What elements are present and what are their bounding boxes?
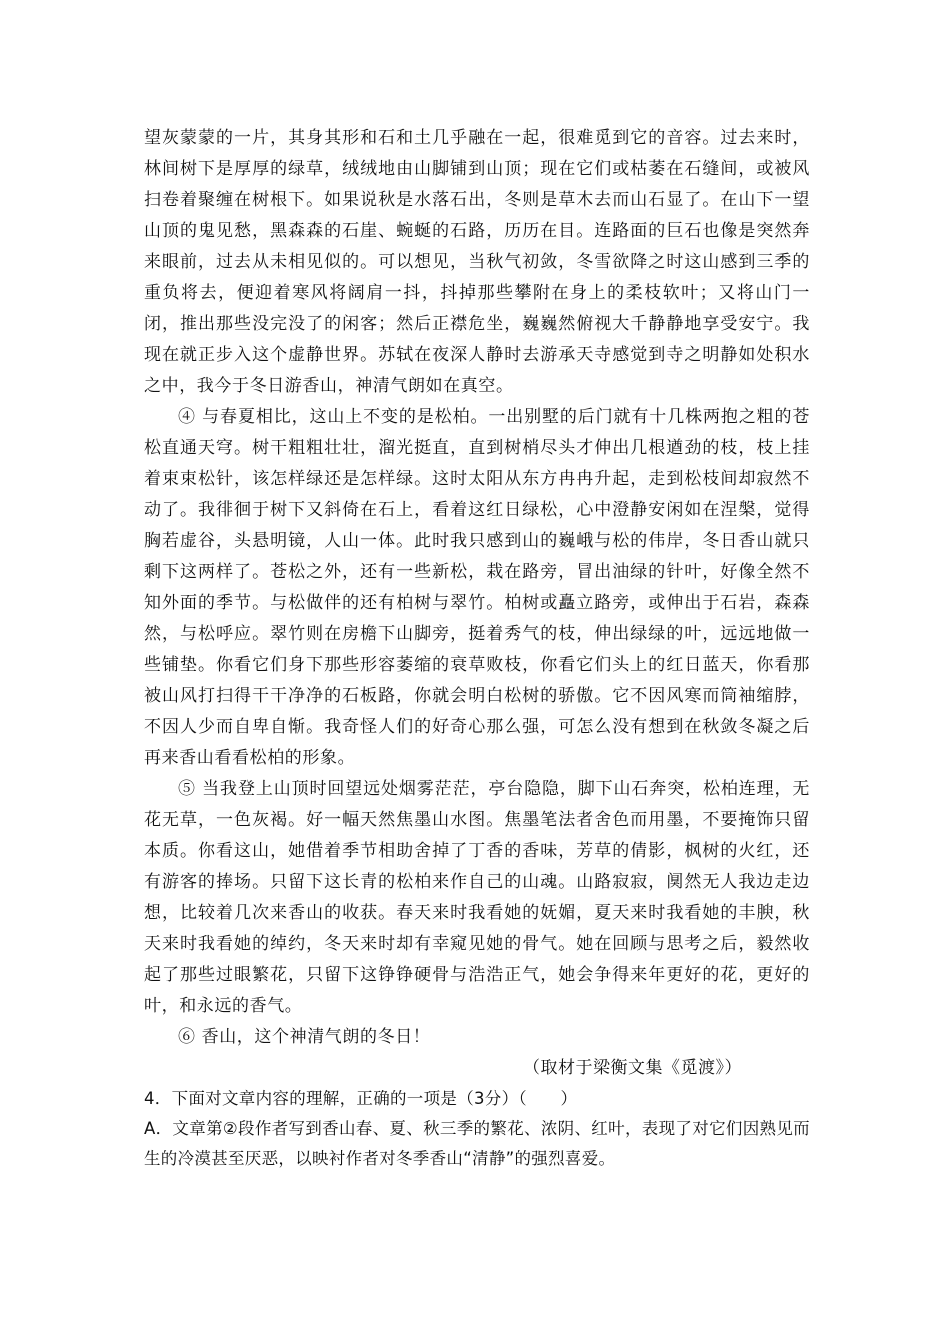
source-citation: （取材于梁衡文集《觅渡》） bbox=[523, 1058, 742, 1078]
paragraph-3-continued: 望灰蒙蒙的一片，其身其形和石和土几乎融在一起，很难觅到它的音容。过去来时，林间树下是厚厚的绿草，绒绒地由山脚铺到山顶；现在它们或枯萎在石缝间，或被风扫卷着聚缠在树根下。如果说秋是水落石出，冬则是草木去而山石显了。在山下一望山顶的鬼见愁，黑森森的石崖、蜿蜒的石路，历历在目。连路面的巨石也像是突然奔来眼前，过去从未相见似的。可以想见，当秋气初敛，冬雪欲降之时这山感到三季的重负将去，便迎着寒风将阔肩一抖，抖掉那些攀附在身上的柔枝软叶；又将山门一闭，推出那些没完没了的闲客；然后正襟危坐，巍巍然俯视大千静静地享受安宁。我现在就正步入这个虚静世界。苏轼在夜深人静时去游承天寺感觉到寺之明静如处积水之中，我今于冬日游香山，神清气朗如在真空。 bbox=[144, 128, 810, 396]
paragraph-6: ⑥ 香山，这个神清气朗的冬日！ bbox=[178, 1027, 431, 1047]
paragraph-5: ⑤ 当我登上山顶时回望远处烟雾茫茫，亭台隐隐，脚下山石奔突，松柏连理，无花无草，一色灰褐。好一幅天然焦墨山水图。焦墨笔法者舍色而用墨，不要掩饰只留本质。你看这山，她借着季节相助舍掉了丁香的香味，芳草的倩影，枫树的火红，还有游客的捧场。只留下这长青的松柏来作自己的山魂。山路寂寂，阒然无人我边走边想，比较着几次来香山的收获。春天来时我看她的妩媚，夏天来时我看她的丰腴，秋天来时我看她的绰约，冬天来时却有幸窥见她的骨气。她在回顾与思考之后，毅然收起了那些过眼繁花，只留下这铮铮硬骨与浩浩正气，她会争得来年更好的花，更好的叶，和永远的香气。 bbox=[144, 779, 810, 1016]
document-page bbox=[144, 123, 810, 1174]
question-4-stem: 4．下面对文章内容的理解，正确的一项是（3分）（ ） bbox=[144, 1089, 578, 1108]
question-4-option-a: A．文章第②段作者写到香山春、夏、秋三季的繁花、浓阴、红叶，表现了对它们因熟见而生的冷漠甚至厌恶，以映衬作者对冬季香山“清静”的强烈喜爱。 bbox=[144, 1119, 810, 1168]
paragraph-4: ④ 与春夏相比，这山上不变的是松柏。一出别墅的后门就有十几株两抱之粗的苍松直通天穹。树干粗粗壮壮，溜光挺直，直到树梢尽头才伸出几根遒劲的枝，枝上挂着束束松针，该怎样绿还是怎样绿。这时太阳从东方冉冉升起，走到松枝间却寂然不动了。我徘徊于树下又斜倚在石上，看着这红日绿松，心中澄静安闲如在涅槃，觉得胸若虚谷，头悬明镜，人山一体。此时我只感到山的巍峨与松的伟岸，冬日香山就只剩下这两样了。苍松之外，还有一些新松，栽在路旁，冒出油绿的针叶，好像全然不知外面的季节。与松做伴的还有柏树与翠竹。柏树或矗立路旁，或伸出于石岩，森森然，与松呼应。翠竹则在房檐下山脚旁，挺着秀气的枝，伸出绿绿的叶，远远地做一些铺垫。你看它们身下那些形容萎缩的衰草败枝，你看它们头上的红日蓝天，你看那被山风打扫得干干净净的石板路，你就会明白松树的骄傲。它不因风寒而筒袖缩脖，不因人少而自卑自惭。我奇怪人们的好奇心那么强，可怎么没有想到在秋敛冬凝之后再来香山看看松柏的形象。 bbox=[144, 407, 810, 768]
